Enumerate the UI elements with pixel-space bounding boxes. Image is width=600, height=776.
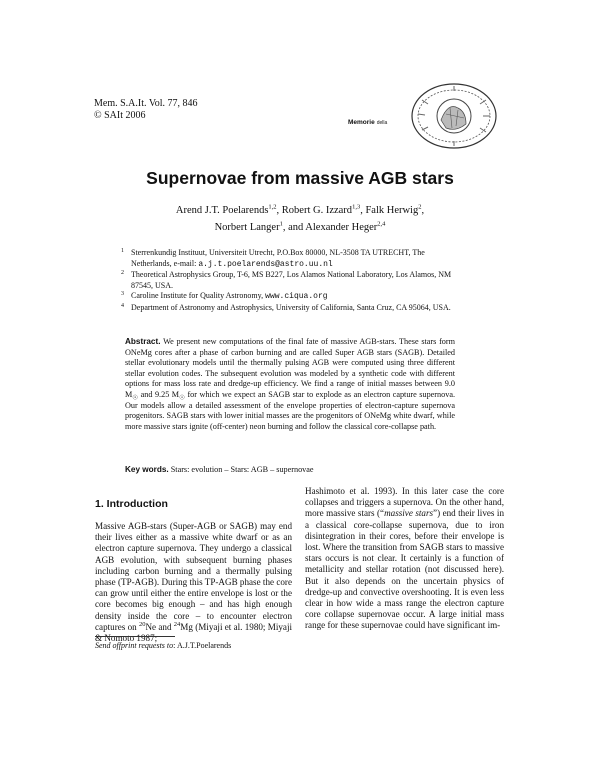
affiliations: [121, 248, 456, 313]
abstract: [125, 337, 455, 432]
logo-small-label: della: [376, 120, 388, 126]
paper-title: Supernovae from massive AGB stars: [146, 168, 454, 188]
footnote-label: Send offprint requests to: [95, 641, 174, 650]
section-heading: 1. Introduction: [95, 498, 168, 510]
author-name: Robert G. Izzard: [281, 205, 353, 216]
body-column-left: [95, 521, 292, 644]
url-link[interactable]: www.ciqua.org: [265, 292, 328, 301]
affiliation-text: Caroline Institute for Quality Astronomy,: [131, 291, 266, 300]
isotope-mass-number: 20: [138, 620, 146, 628]
affiliation-text: Theoretical Astrophysics Group, T-6, MS B227, Los Alamos National Laboratory, Los Alamos, NM 87545, USA.: [131, 270, 452, 290]
author-affiliation-mark: 2: [418, 203, 422, 211]
journal-seal-icon: [408, 80, 500, 152]
logo-label: Memorie: [348, 119, 375, 126]
author-name: Arend J.T. Poelarends: [175, 205, 269, 216]
body-text: ”) end their lives in a classical core-collapse supernova, due to iron disintegration in their cores, before their envelope is lost. Where the transition from SAGB stars to massive stars occurs is not clear. It certainly is a function of metallicity and stellar rotation (not discussed here). But it also depends on the uncertain physics of dredge-up and convective overshooting. It is even less clear in how wide a mass range the electron capture core collapse supernovae occur. A large initial mass range for these supernovae could have significant im-: [305, 508, 504, 631]
abstract-text: We present new computations of the final fate of massive AGB-stars. These stars form ONeMg cores after a phase of carbon burning and are called Super AGB stars (SAGB). Detailed stellar evolutionary models until the thermally pulsing AGB were computed using three different stellar evolution codes. The subsequent evolution was modeled by a synthetic code with different options for mass loss rate and dredge-up efficiency. We find a range of initial masses between 9.0 M: [125, 337, 455, 399]
author-affiliation-mark: 1,3: [352, 203, 361, 211]
keywords: [125, 465, 455, 474]
body-column-right: [305, 486, 504, 632]
footnote: [95, 641, 231, 650]
sun-symbol: ☉: [179, 394, 185, 402]
author-affiliation-mark: 1,2: [268, 203, 277, 211]
footnote-text: : A.J.T.Poelarends: [173, 641, 232, 650]
author-name: Falk Herwig: [365, 205, 419, 216]
abstract-label: Abstract.: [125, 337, 161, 346]
abstract-text: for which we expect an SAGB star to explode as an electron capture supernova. Our models allow a detailed assessment of the envelope properties of electron-capture supernova progenitors. SAGB stars with lower initial masses are the progenitors of ONeMg white dwarf, while more massive stars ignite (off-center) neon burning and follow the classical core-collapse path.: [125, 389, 455, 431]
body-text: Hashimoto et al. 1993). In this later case the core collapses and triggers a supernova. On the other hand, more massive stars (“: [305, 486, 504, 519]
journal-header: [94, 98, 198, 122]
body-text: Ne and: [145, 621, 174, 632]
author-affiliation-mark: 1: [279, 220, 283, 228]
sun-symbol: ☉: [132, 394, 139, 402]
journal-volume: Mem. S.A.It. Vol. 77, 846: [94, 98, 198, 109]
affiliation-item: [121, 248, 456, 270]
affiliation-item: [121, 303, 456, 314]
journal-copyright: © SAIt 2006: [94, 110, 146, 121]
keywords-text: Stars: evolution – Stars: AGB – supernovae: [170, 465, 314, 474]
footnote-rule: [95, 636, 175, 637]
affiliation-item: [121, 291, 456, 303]
affiliation-number: 1: [121, 248, 124, 254]
keywords-label: Key words.: [125, 465, 169, 474]
affiliation-item: [121, 270, 456, 291]
affiliation-number: 2: [121, 270, 124, 276]
body-text: Massive AGB-stars (Super-AGB or SAGB) may end their lives either as a massive white dwarf or as an electron capture supernova. They undergo a classical AGB evolution, with subsequent burning phases including carbon burning and a thermally pulsing phase (TP-AGB). During this TP-AGB phase the core can grow until either the entire envelope is lost or the core becomes big enough – and has high enough density inside the core – to encounter electron captures on: [95, 521, 292, 632]
affiliation-text: Sterrenkundig Instituut, Universiteit Utrecht, P.O.Box 80000, NL-3508 TA UTRECHT, The Netherlands, e-mail:: [131, 248, 425, 268]
body-text: Mg (Miyaji et al. 1980; Miyaji & Nomoto 1987;: [95, 621, 292, 644]
affiliation-number: 4: [121, 302, 124, 309]
body-text-italic: massive stars: [384, 508, 434, 519]
author-affiliation-mark: 2,4: [377, 220, 386, 228]
journal-logo-text: [348, 119, 387, 126]
email-link[interactable]: a.j.t.poelarends@astro.uu.nl: [198, 259, 333, 269]
author-list: Arend J.T. Poelarends$^{1,2}$, Robert G. Izzard$^{1,3}$, Falk Herwig$^2$, Norbert Langer$^1$, and Alexander Heger$^{2,4}$: [175, 203, 425, 233]
abstract-text: and 9.25 M: [138, 389, 180, 399]
author-name: and Alexander Heger: [288, 222, 378, 233]
affiliation-number: 3: [121, 291, 124, 297]
affiliation-text: Department of Astronomy and Astrophysics, University of California, Santa Cruz, CA 95064, USA.: [131, 302, 451, 312]
author-name: Norbert Langer: [214, 222, 280, 233]
isotope-mass-number: 24: [173, 620, 181, 628]
